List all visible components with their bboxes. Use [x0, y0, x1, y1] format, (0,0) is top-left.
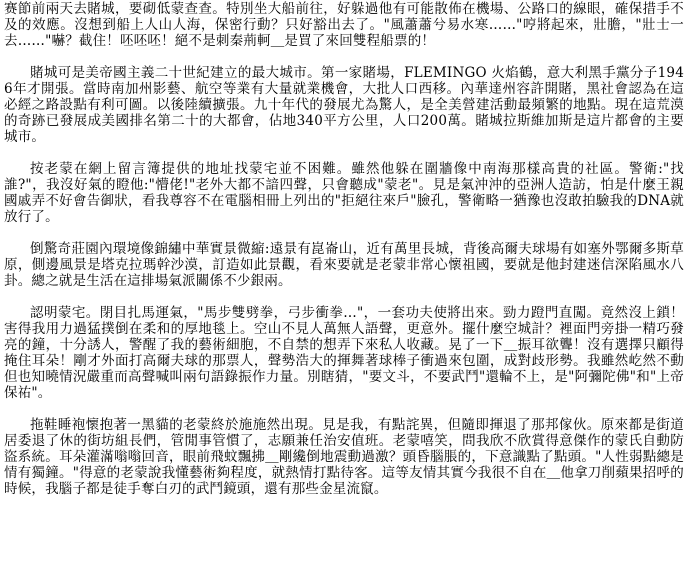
paragraph-2: 賭城可是美帝國主義二十世紀建立的最大城市。第一家賭場，FLEMINGO 火焰鶴，意大利黑手黨分子1946年才開張。當時南加州影藝、航空等業有大量就業機會，大批人口西移。內華達州容許開賭，黑社會認為在這必經之路設點有利可圖。以後陸續擴張。九十年代的發展尤為驚人，是全美營建活動最頻繁的地點。現在這荒漠的奇跡已發展成美國排名第二十的大都會，佔地340平方公里，人口200萬。賭城拉斯維加斯是這片都會的主要城市。	[4, 65, 684, 145]
paragraph-3: 按老蒙在網上留言簿提供的地址找蒙宅並不困難。雖然他躲在圍牆像中南海那樣高貴的社區。警衛:"找誰?"，我沒好氣的瞪他:"懵佬!"老外大都不諳四聲，只會聽成"蒙老"。見是氣沖沖的亞洲人造訪，怕是什麼王親國戚弄不好會告御狀，看我尊容不在電腦相冊上列出的"拒絕往來戶"臉孔，警衛略一猶豫也沒敢拍驗我的DNA就放行了。	[4, 161, 684, 225]
document-body	[4, 1, 684, 497]
paragraph-4: 倒驚奇莊園內環境像錦繡中華實景微縮:遠景有崑崙山，近有萬里長城，背後高爾夫球場有如塞外鄂爾多斯草原，側邊風景是塔克拉瑪幹沙漠，訂造如此景觀，看來要就是老蒙非常心懷祖國，要就是他封建迷信深陷風水八卦。總之就是生活在這排場氣派關係不少銀兩。	[4, 241, 684, 289]
paragraph-6: 拖鞋睡袍懷抱著一黑貓的老蒙終於施施然出現。見是我，有點詫異，但隨即揮退了那邦傢伙。原來都是街道居委退了休的街坊組長們，管閒事管慣了，志願兼任治安值班。老蒙嘻笑，問我欣不欣賞得意傑作的蒙氏自動防盜系統。耳朵灌滿嗡嗡回音，眼前飛蚊飄拂＿剛纔倒地震動過激？頭昏腦脹的，下意識點了點頭。"人性弱點總是情有獨鐘。"得意的老蒙說我懂藝術夠程度，就熱情打點待客。這等友情其實今我很不自在＿他拿刀削蘋果招呼的時候，我腦子都是徒手奪白刃的武鬥鏡頭，還有那些金星流竄。	[4, 417, 684, 497]
paragraph-1: 赛節前兩天去賭城，要砌低蒙查查。特別坐大船前往，好躲過他有可能散佈在機場、公路口的線眼，確保措手不及的效應。沒想到船上人山人海，保密行動？只好豁出去了。"風蕭蕭兮易水寒……"哼將起來，壯膽，"壯士一去……"嚇？截住！呸呸呸！絕不是刺秦荊軻＿是買了來回雙程船票的！	[4, 1, 684, 49]
paragraph-5: 認明蒙宅。閉目扎馬運氣，"馬步雙劈拳，弓步衝拳…"，一套功夫使將出來。勁力蹬門直闖。竟然沒上鎖！害得我用力過猛撲倒在柔和的厚地毯上。空山不見人萬無人語聲，更意外。擺什麼空城計？裡面門旁掛一精巧發亮的鐘，十分誘人，警醒了我的藝術細胞，不自禁的想弄下來私人收藏。晃了一下＿振耳欲聾！沒有選擇只顧得掩住耳朵！剛才外面打高爾夫球的那票人，聲勢浩大的揮舞著球棒子衝過來包圍，成對歧形勢。我雖然屹然不動但也知曉情況嚴重而高聲喊叫兩句語錄振作力量。別瞎猜，"要文斗，不要武鬥"還輪不上，是"阿彌陀佛"和"上帝保祐"。	[4, 305, 684, 401]
